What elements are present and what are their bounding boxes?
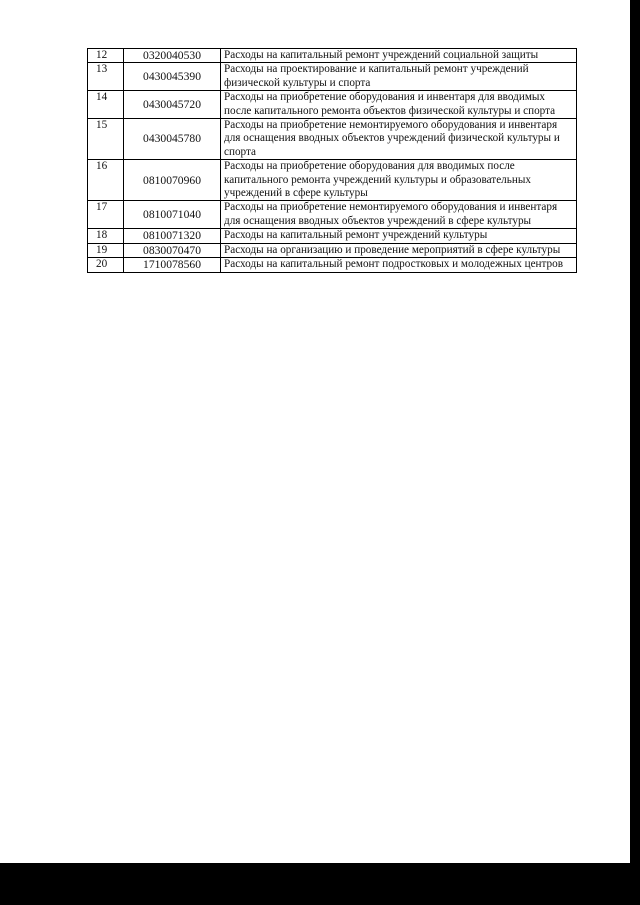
scan-border-right [630,0,640,905]
table-row [88,63,577,91]
row-number: 12 [88,49,124,63]
budget-code: 0430045780 [124,119,221,160]
row-number: 20 [88,258,124,272]
table-row [88,258,577,272]
budget-code: 0810070960 [124,160,221,201]
row-number: 14 [88,91,124,119]
row-number: 16 [88,160,124,201]
budget-code: 0320040530 [124,49,221,63]
expense-description: Расходы на капитальный ремонт подростковых и молодежных центров [221,258,577,272]
row-number: 18 [88,229,124,243]
table-row [88,243,577,257]
budget-code: 0830070470 [124,243,221,257]
budget-codes-table [87,48,577,273]
table-row [88,49,577,63]
row-number: 19 [88,243,124,257]
budget-code: 0430045720 [124,91,221,119]
budget-code: 0430045390 [124,63,221,91]
expense-description: Расходы на капитальный ремонт учреждений социальной защиты [221,49,577,63]
expense-description: Расходы на приобретение немонтируемого оборудования и инвентаря для оснащения вводных объектов учреждений в сфере культуры [221,201,577,229]
expense-description: Расходы на капитальный ремонт учреждений культуры [221,229,577,243]
expense-description: Расходы на приобретение оборудования для вводимых после капитального ремонта учреждений культуры и образовательных учреждений в сфере культуры [221,160,577,201]
table-row [88,91,577,119]
expense-description: Расходы на приобретение оборудования и инвентаря для вводимых после капитального ремонта объектов физической культуры и спорта [221,91,577,119]
budget-codes-table-container [87,48,577,273]
table-row [88,201,577,229]
row-number: 13 [88,63,124,91]
expense-description: Расходы на приобретение немонтируемого оборудования и инвентаря для оснащения вводных объектов учреждений физической культуры и спорта [221,119,577,160]
table-row [88,160,577,201]
budget-code: 1710078560 [124,258,221,272]
budget-code: 0810071320 [124,229,221,243]
row-number: 15 [88,119,124,160]
scan-border-bottom [0,863,640,905]
table-row [88,229,577,243]
row-number: 17 [88,201,124,229]
table-row [88,119,577,160]
budget-code: 0810071040 [124,201,221,229]
expense-description: Расходы на организацию и проведение мероприятий в сфере культуры [221,243,577,257]
expense-description: Расходы на проектирование и капитальный ремонт учреждений физической культуры и спорта [221,63,577,91]
